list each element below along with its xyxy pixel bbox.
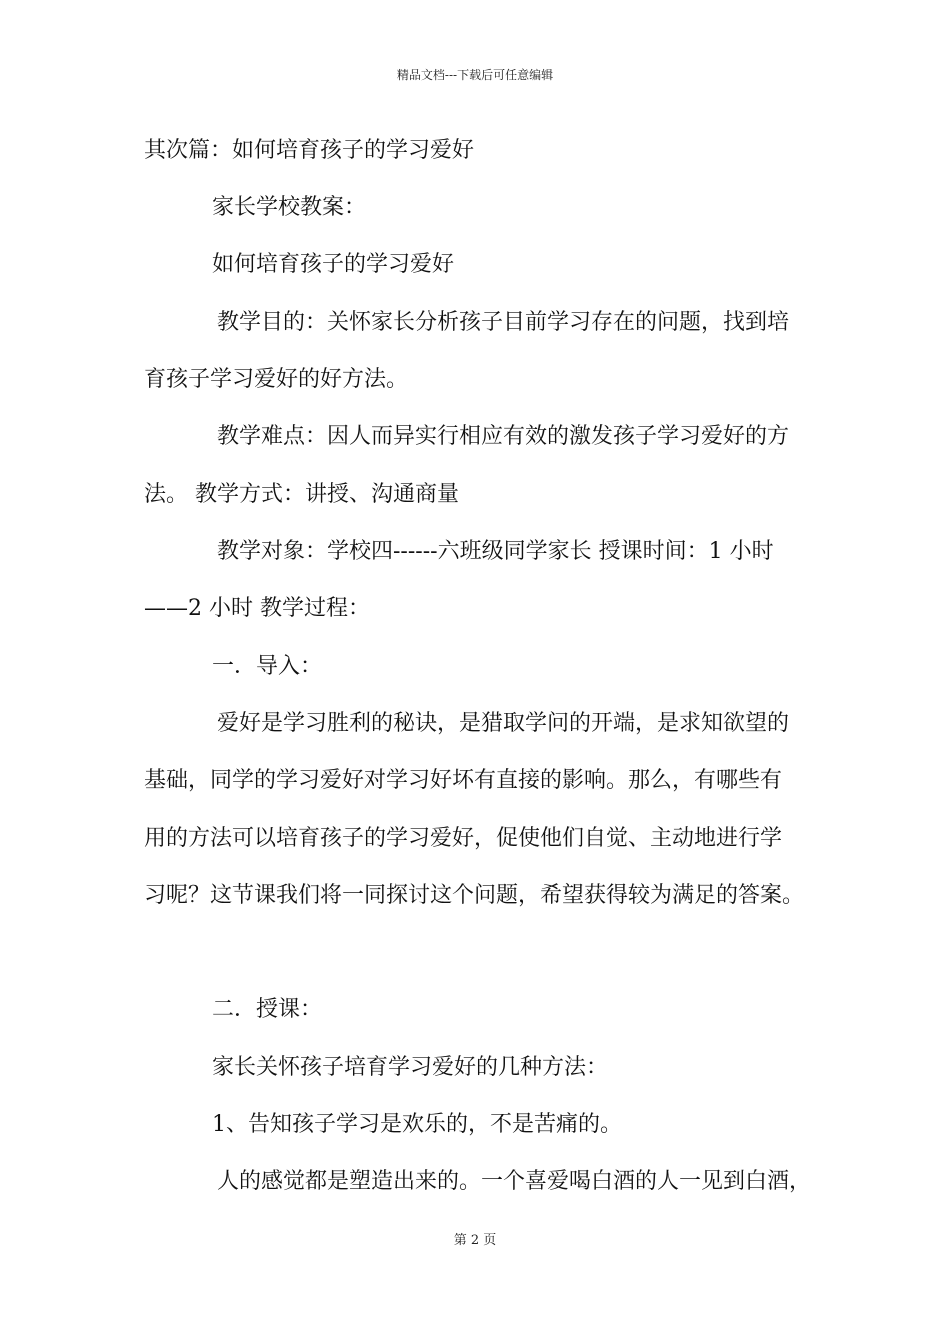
section-heading: 二．授课： xyxy=(212,997,323,1022)
paragraph-line: 教学难点：因人而异实行相应有效的激发孩子学习爱好的方 xyxy=(217,424,790,449)
paragraph-line: 如何培育孩子的学习爱好 xyxy=(212,252,455,277)
paragraph-line: 家长学校教案： xyxy=(212,195,367,220)
page-label-prefix: 第 xyxy=(453,1233,467,1248)
paragraph-line: 家长关怀孩子培育学习爱好的几种方法： xyxy=(212,1055,609,1080)
page-footer xyxy=(0,1229,950,1248)
paragraph-line: 爱好是学习胜利的秘诀，是猎取学问的开端，是求知欲望的 xyxy=(217,711,790,736)
paragraph-line: 教学目的：关怀家长分析孩子目前学习存在的问题，找到培 xyxy=(217,310,790,335)
paragraph-line: 习呢？这节课我们将一同探讨这个问题，希望获得较为满足的答案。 xyxy=(144,883,805,908)
page-header: 精品文档---下载后可任意编辑 xyxy=(396,68,554,82)
document-title: 其次篇：如何培育孩子的学习爱好 xyxy=(144,138,475,163)
page-label-suffix: 页 xyxy=(483,1233,497,1248)
paragraph-line: ——2 小时 教学过程： xyxy=(144,596,370,621)
paragraph-line: 基础，同学的学习爱好对学习好坏有直接的影响。那么，有哪些有 xyxy=(144,768,783,793)
paragraph-line: 用的方法可以培育孩子的学习爱好，促使他们自觉、主动地进行学 xyxy=(144,826,783,851)
paragraph-line: 1、告知孩子学习是欢乐的，不是苦痛的。 xyxy=(212,1112,622,1137)
paragraph-line: 教学对象：学校四------六班级同学家长 授课时间：1 小时 xyxy=(217,539,774,564)
section-heading: 一．导入： xyxy=(212,654,323,679)
page-number: 2 xyxy=(470,1233,480,1248)
paragraph-line: 育孩子学习爱好的好方法。 xyxy=(144,367,409,392)
paragraph-line: 人的感觉都是塑造出来的。一个喜爱喝白酒的人一见到白酒， xyxy=(217,1169,812,1194)
paragraph-line: 法。 教学方式：讲授、沟通商量 xyxy=(144,482,459,507)
